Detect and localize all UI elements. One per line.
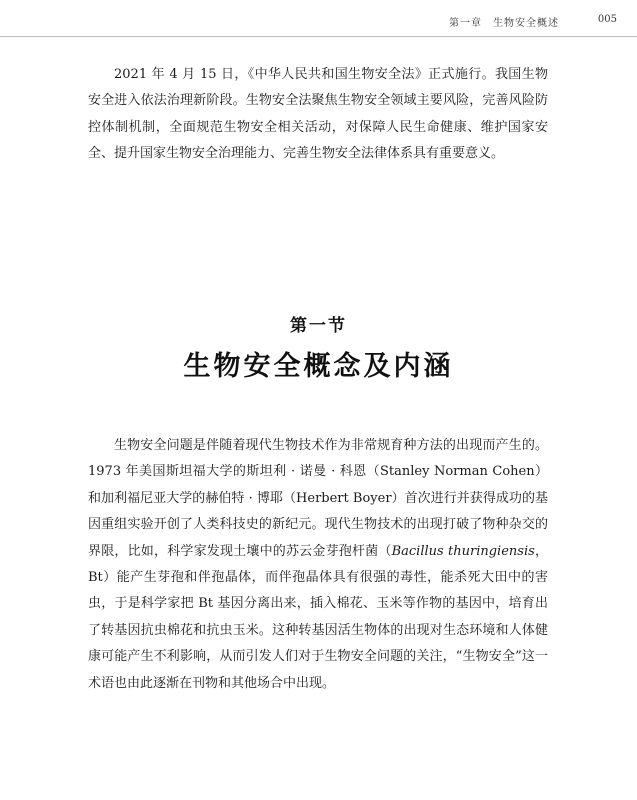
page-number: 005 (597, 14, 617, 25)
body-text-part-2: ，Bt）能产生芽孢和伴孢晶体，而伴孢晶体具有很强的毒性，能杀死大田中的害虫，于是科学家把 Bt 基因分离出来，插入棉花、玉米等作物的基因中，培育出了转基因抗虫棉花和抗虫玉米。这种转基因活生物体的出现对生态环境和人体健康可能产生不利影响，从而引发人们对于生物安全问题的关注，“生物安全”这一术语也由此逐渐在刊物和其他场合中出现。 (88, 543, 548, 691)
section-title: 生物安全概念及内涵 (183, 351, 454, 382)
species-name-italic: Bacillus thuringiensis (391, 543, 535, 559)
body-paragraph (88, 433, 548, 697)
header-rule (0, 36, 637, 37)
body-text-part-1: 生物安全问题是伴随着现代生物技术作为非常规育种方法的出现而产生的。1973 年美国斯坦福大学的斯坦利 · 诺曼 · 科恩（Stanley Norman Cohen）和加利福尼亚大学的赫伯特 · 博耶（Herbert Boyer）首次进行并获得成功的基因重组实验开创了人类科技史的新纪元。现代生物技术的出现打破了物种杂交的界限，比如，科学家发现土壤中的苏云金芽孢杆菌（ (88, 438, 548, 559)
intro-paragraph: 2021 年 4 月 15 日，《中华人民共和国生物安全法》正式施行。我国生物安全进入依法治理新阶段。生物安全法聚焦生物安全领域主要风险，完善风险防控体制机制，全面规范生物安全相关活动，对保障人民生命健康、维护国家安全、提升国家生物安全治理能力、完善生物安全法律体系具有重要意义。 (88, 67, 548, 162)
chapter-running-title: 第一章 生物安全概述 (449, 18, 559, 29)
section-number: 第一节 (290, 316, 347, 336)
running-header (0, 14, 637, 34)
